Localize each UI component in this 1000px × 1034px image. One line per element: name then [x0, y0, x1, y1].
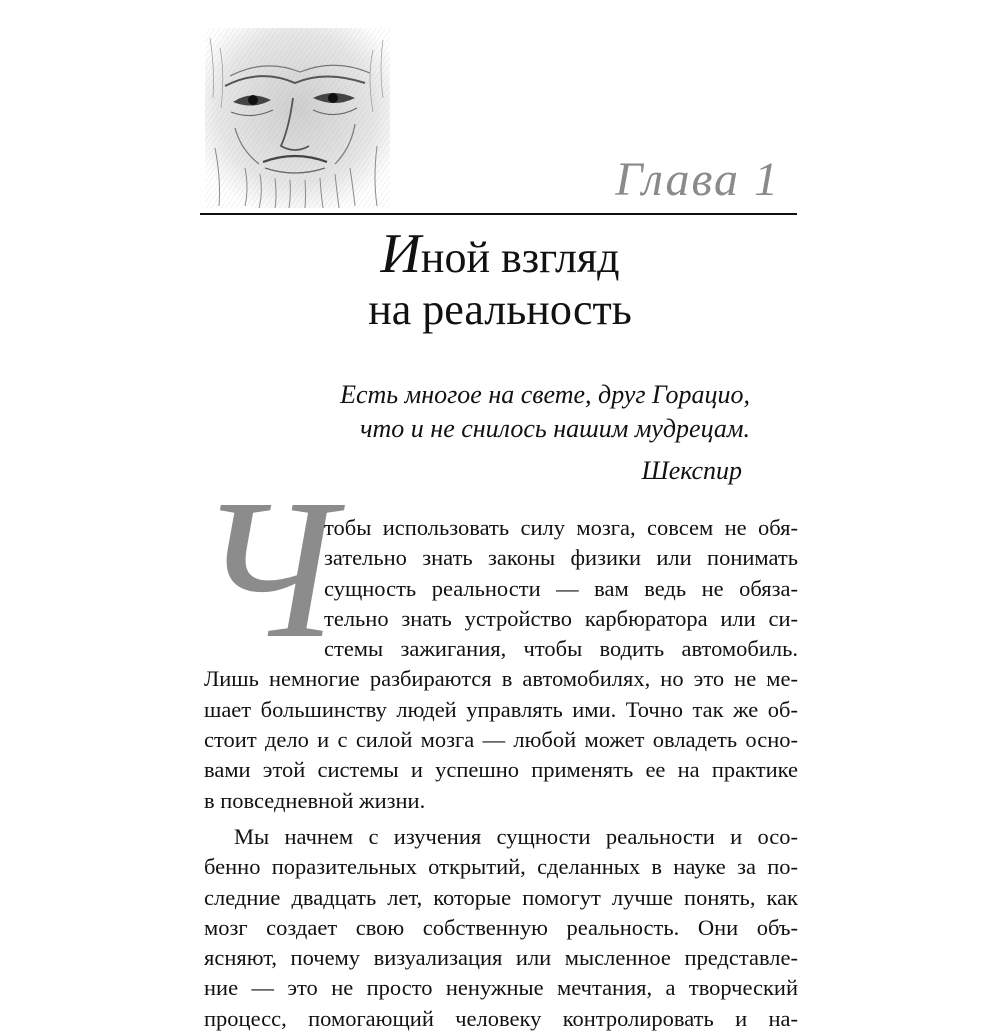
text-line: стоит дело и с силой мозга — любой может овладеть осно-: [204, 727, 798, 753]
chapter-divider: [200, 213, 797, 215]
drop-cap: Ч: [198, 459, 336, 680]
title-initial: И: [380, 223, 421, 285]
text-line: ние — это не просто ненужные мечтания, а творческий: [204, 975, 798, 1001]
chapter-heading: [615, 152, 780, 207]
text-line: шает большинству людей управлять ими. Точно так же об-: [204, 696, 798, 722]
chapter-title: [200, 223, 800, 336]
sketch-portrait-icon: [205, 28, 390, 208]
text-line: бенно поразительных открытий, сделанных в науке за по-: [204, 854, 798, 880]
epigraph-line: Есть многое на свете, друг Горацио,: [340, 380, 750, 409]
text-line: тельно знать устройство карбюратора или си-: [324, 605, 798, 631]
body-text: [204, 513, 798, 1034]
text-line: вами этой системы и успешно применять ее на практике: [204, 757, 798, 783]
text-line: стемы зажигания, чтобы водить автомобиль.: [324, 636, 798, 662]
portrait-illustration: [205, 28, 390, 208]
text-line: следние двадцать лет, которые помогут лучше понять, как: [204, 884, 798, 910]
text-line: зательно знать законы физики или понимать: [324, 545, 798, 571]
text-line: сущность реальности — вам ведь не обяза-: [324, 575, 798, 601]
title-line-2: на реальность: [368, 285, 632, 334]
text-line: тобы использовать силу мозга, совсем не обя-: [324, 515, 798, 540]
chapter-number: 1: [754, 153, 780, 206]
text-line: Лишь немногие разбираются в автомобилях, но это не ме-: [204, 666, 798, 692]
epigraph-line: что и не снилось нашим мудрецам.: [360, 414, 750, 443]
text-line: мозг создает свою собственную реальность. Они объ-: [204, 914, 798, 940]
text-line: процесс, помогающий человеку контролировать и на-: [204, 1005, 798, 1031]
chapter-label: Глава: [615, 153, 740, 206]
title-line-1: [200, 223, 800, 285]
text-line: в повседневной жизни.: [204, 787, 426, 813]
title-line-1-rest: ной взгляд: [420, 233, 620, 282]
epigraph-author: Шекспир: [641, 456, 742, 485]
text-line: ясняют, почему визуализация или мысленное представле-: [204, 945, 798, 971]
text-line: Мы начнем с изучения сущности реальности и осо-: [234, 823, 798, 849]
